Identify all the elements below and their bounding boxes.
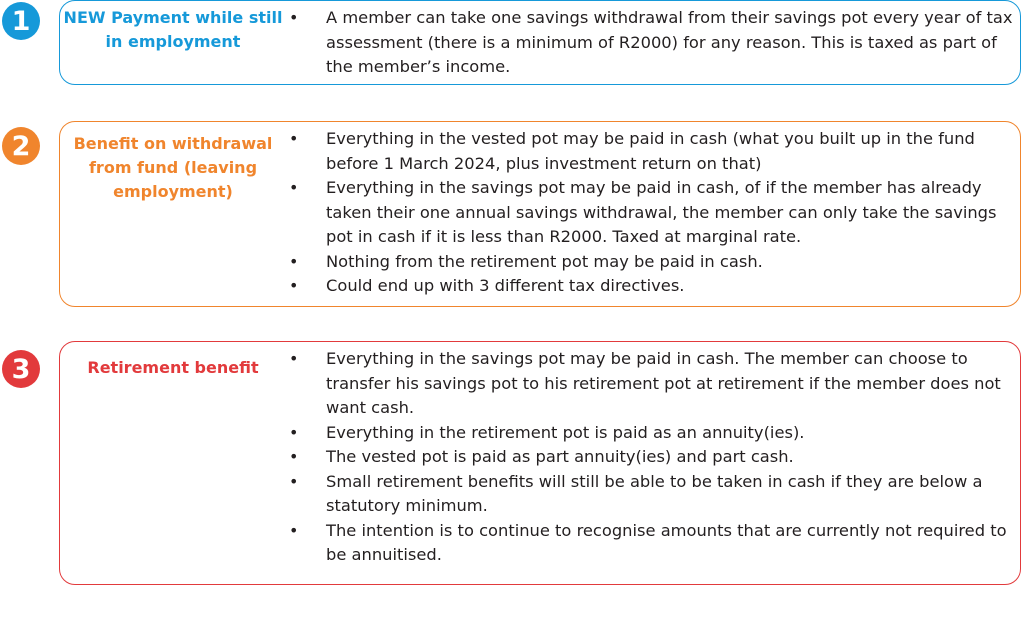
list-item: • Everything in the retirement pot is paid as an annuity(ies). bbox=[289, 421, 1017, 446]
bullet-list-1 bbox=[289, 6, 1017, 80]
list-item: • Small retirement benefits will still be able to be taken in cash if they are below a statutory minimum. bbox=[289, 470, 1017, 519]
section-card-2 bbox=[59, 121, 1021, 307]
list-item: • Nothing from the retirement pot may be paid in cash. bbox=[289, 250, 1017, 275]
list-item: • Everything in the savings pot may be paid in cash, of if the member has already taken their one annual savings withdrawal, the member can only take the savings pot in cash if it is less than R2000. Taxed at marginal rate. bbox=[289, 176, 1017, 250]
section-card-1 bbox=[59, 0, 1021, 85]
list-item: • The intention is to continue to recognise amounts that are currently not required to be annuitised. bbox=[289, 519, 1017, 568]
list-item: • Everything in the savings pot may be paid in cash. The member can choose to transfer his savings pot to his retirement pot at retirement if the member does not want cash. bbox=[289, 347, 1017, 421]
section-title-3: Retirement benefit bbox=[87, 358, 259, 377]
number-badge-3: 3 bbox=[2, 350, 40, 388]
bullet-list-3 bbox=[289, 347, 1017, 568]
section-title-2: Benefit on withdrawal from fund (leaving employment) bbox=[73, 134, 273, 201]
list-item: • Could end up with 3 different tax directives. bbox=[289, 274, 1017, 299]
bullet-list-2 bbox=[289, 127, 1017, 299]
section-card-3 bbox=[59, 341, 1021, 585]
list-item: • The vested pot is paid as part annuity(ies) and part cash. bbox=[289, 445, 1017, 470]
list-item: • Everything in the vested pot may be paid in cash (what you built up in the fund before 1 March 2024, plus investment return on that) bbox=[289, 127, 1017, 176]
number-badge-2: 2 bbox=[2, 127, 40, 165]
number-badge-1: 1 bbox=[2, 2, 40, 40]
section-title-1: NEW Payment while still in employment bbox=[63, 8, 283, 51]
list-item: • A member can take one savings withdrawal from their savings pot every year of tax assessment (there is a minimum of R2000) for any reason. This is taxed as part of the member’s income. bbox=[289, 6, 1017, 80]
